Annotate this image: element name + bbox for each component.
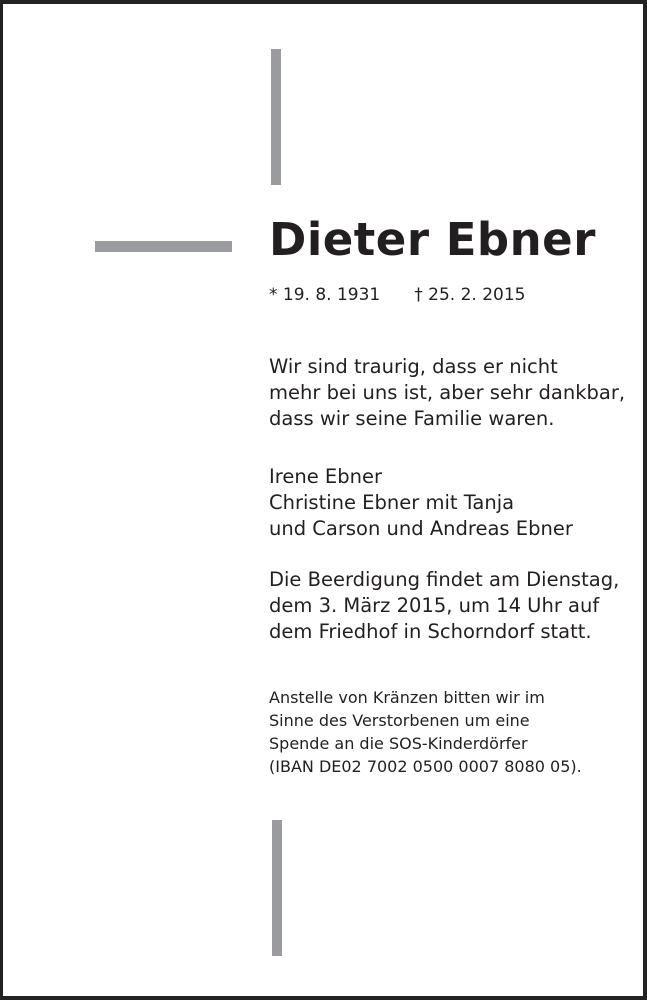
funeral-paragraph bbox=[269, 567, 619, 645]
message-paragraph bbox=[269, 354, 625, 432]
family-line: Christine Ebner mit Tanja bbox=[269, 491, 515, 514]
birth-date: * 19. 8. 1931 bbox=[269, 285, 381, 305]
family-line: und Carson und Andreas Ebner bbox=[269, 517, 573, 540]
funeral-line: Die Beerdigung findet am Dienstag, bbox=[269, 568, 620, 591]
donation-line: Spende an die SOS-Kinderdörfer bbox=[269, 734, 528, 753]
donation-line: Anstelle von Kränzen bitten wir im bbox=[269, 688, 545, 707]
life-dates bbox=[269, 284, 525, 306]
funeral-line: dem Friedhof in Schorndorf statt. bbox=[269, 620, 592, 643]
deceased-name: Dieter Ebner bbox=[269, 213, 596, 266]
message-line: dass wir seine Familie waren. bbox=[269, 407, 555, 430]
family-line: Irene Ebner bbox=[269, 465, 382, 488]
cross-horizontal-bar bbox=[95, 241, 232, 252]
cross-top-bar bbox=[271, 49, 281, 185]
message-line: Wir sind traurig, dass er nicht bbox=[269, 355, 558, 378]
donation-paragraph bbox=[269, 686, 582, 778]
cross-bottom-bar bbox=[272, 820, 282, 956]
death-date: † 25. 2. 2015 bbox=[414, 285, 526, 305]
family-paragraph bbox=[269, 464, 573, 542]
funeral-line: dem 3. März 2015, um 14 Uhr auf bbox=[269, 594, 600, 617]
donation-line: (IBAN DE02 7002 0500 0007 8080 05). bbox=[269, 757, 582, 776]
obituary-card bbox=[3, 4, 643, 996]
message-line: mehr bei uns ist, aber sehr dankbar, bbox=[269, 381, 626, 404]
donation-line: Sinne des Verstorbenen um eine bbox=[269, 711, 530, 730]
